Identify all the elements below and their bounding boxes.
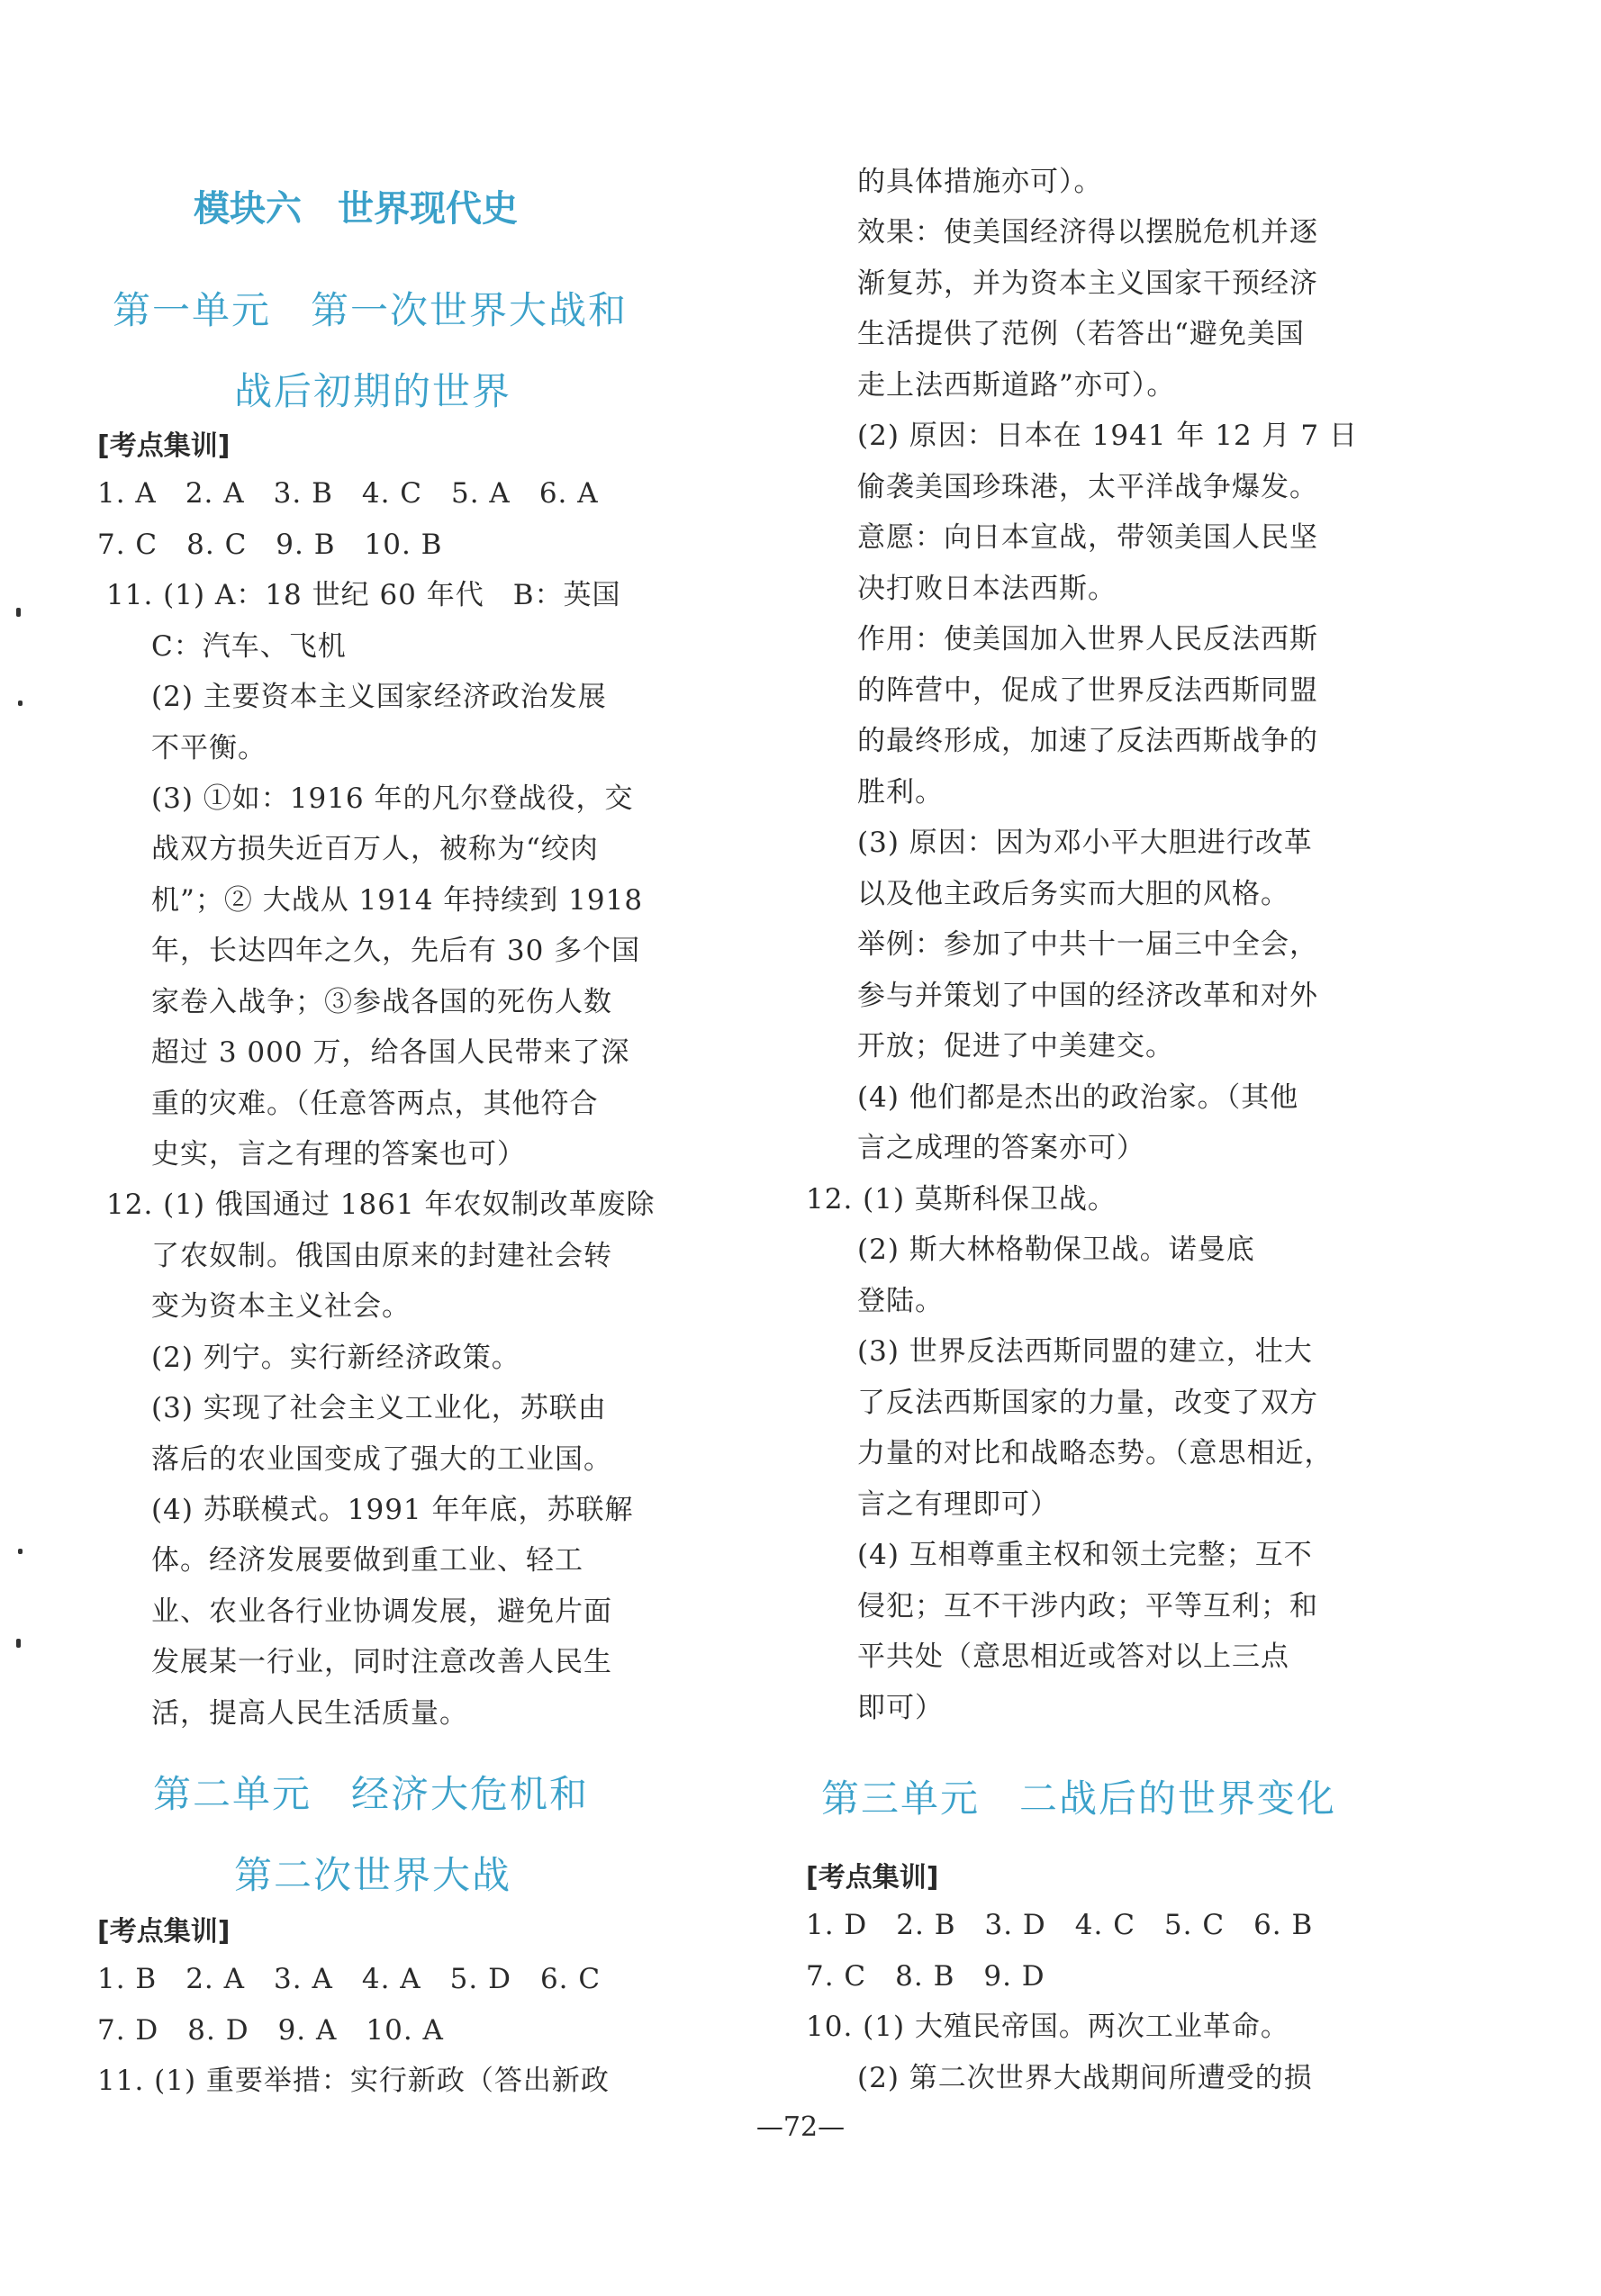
answer-line: 力量的对比和战略态势。（意思相近， <box>857 1437 1334 1469</box>
answer-line: (4) 苏联模式。1991 年年底，苏联解 <box>151 1494 634 1526</box>
answer-line: 参与并策划了中国的经济改革和对外 <box>857 980 1318 1012</box>
answer-line: 了农奴制。俄国由原来的封建社会转 <box>151 1240 612 1272</box>
answer-line: C：汽车、飞机 <box>151 630 347 663</box>
answer-line: 11. (1) 重要举措：实行新政（答出新政 <box>97 2065 610 2097</box>
answer-line: (2) 第二次世界大战期间所遭受的损 <box>857 2062 1313 2094</box>
answer-line: 的具体措施亦可）。 <box>857 166 1103 198</box>
answer-line: 的阵营中，促成了世界反法西斯同盟 <box>857 674 1318 707</box>
answer-line: 发展某一行业，同时注意改善人民生 <box>151 1646 612 1678</box>
answer-line: 登陆。 <box>857 1285 944 1317</box>
answer-line: 侵犯；互不干涉内政；平等互利；和 <box>857 1590 1318 1623</box>
answer-line: (2) 斯大林格勒保卫战。诺曼底 <box>857 1234 1255 1266</box>
answer-line: (2) 原因：日本在 1941 年 12 月 7 日 <box>857 420 1358 452</box>
answer-line: (4) 互相尊重主权和领土完整；互不 <box>857 1539 1313 1571</box>
answer-line: 生活提供了范例（若答出“避免美国 <box>857 318 1305 350</box>
answer-line: 举例：参加了中共十一届三中全会， <box>857 928 1318 961</box>
answer-line: (3) 实现了社会主义工业化，苏联由 <box>151 1392 607 1424</box>
unit2-title-line2: 第二次世界大战 <box>234 1853 512 1897</box>
answer-line: 7. C 8. C 9. B 10. B <box>97 529 443 561</box>
answer-line: (2) 主要资本主义国家经济政治发展 <box>151 681 607 713</box>
binding-mark <box>16 1639 21 1648</box>
answer-line: 机”；② 大战从 1914 年持续到 1918 <box>151 884 644 917</box>
answer-line: 变为资本主义社会。 <box>151 1290 411 1323</box>
answer-line: (3) ①如：1916 年的凡尔登战役，交 <box>151 782 634 815</box>
page-number: —72— <box>755 2111 846 2143</box>
answer-line: 走上法西斯道路”亦可）。 <box>857 369 1176 402</box>
answer-line: (3) 原因：因为邓小平大胆进行改革 <box>857 827 1313 859</box>
answer-line: 12. (1) 莫斯科保卫战。 <box>806 1183 1117 1216</box>
answer-line: 史实，言之有理的答案也可） <box>151 1138 526 1171</box>
answer-line: 的最终形成，加速了反法西斯战争的 <box>857 725 1318 757</box>
answer-line: 偷袭美国珍珠港，太平洋战争爆发。 <box>857 471 1318 503</box>
answer-line: 即可） <box>857 1692 944 1724</box>
answer-line: 以及他主政后务实而大胆的风格。 <box>857 878 1289 910</box>
unit2-title-line1: 第二单元 经济大危机和 <box>153 1772 590 1816</box>
answer-line: 年，长达四年之久，先后有 30 多个国 <box>151 935 641 967</box>
answer-line: 落后的农业国变成了强大的工业国。 <box>151 1443 612 1476</box>
binding-mark <box>18 1549 23 1554</box>
answer-line: 7. D 8. D 9. A 10. A <box>97 2014 444 2047</box>
answer-line: 1. D 2. B 3. D 4. C 5. C 6. B <box>806 1909 1314 1941</box>
binding-mark <box>18 701 23 706</box>
answer-line: 言之成理的答案亦可） <box>857 1132 1145 1164</box>
unit1-title-line2: 战后初期的世界 <box>234 369 512 413</box>
answer-line: 了反法西斯国家的力量，改变了双方 <box>857 1387 1318 1419</box>
answer-line: 战双方损失近百万人，被称为“绞肉 <box>151 833 599 865</box>
answer-line: 渐复苏，并为资本主义国家干预经济 <box>857 267 1318 300</box>
answer-line: 业、农业各行业协调发展，避免片面 <box>151 1595 612 1628</box>
unit1-section-label: [考点集训] <box>97 430 231 462</box>
answer-line: 言之有理即可） <box>857 1488 1059 1521</box>
answer-line: 决打败日本法西斯。 <box>857 573 1117 605</box>
answer-line: (3) 世界反法西斯同盟的建立，壮大 <box>857 1335 1313 1368</box>
answer-line: 活，提高人民生活质量。 <box>151 1697 468 1730</box>
answer-line: 意愿：向日本宣战，带领美国人民坚 <box>857 521 1318 554</box>
answer-line: (2) 列宁。实行新经济政策。 <box>151 1342 520 1374</box>
answer-line: 11. (1) A：18 世纪 60 年代 B：英国 <box>106 579 621 611</box>
unit2-section-label: [考点集训] <box>97 1916 231 1948</box>
unit3-title: 第三单元 二战后的世界变化 <box>821 1776 1337 1821</box>
answer-line: 不平衡。 <box>151 732 267 764</box>
answer-line: 10. (1) 大殖民帝国。两次工业革命。 <box>806 2011 1289 2043</box>
answer-line: 1. A 2. A 3. B 4. C 5. A 6. A <box>97 477 599 510</box>
answer-line: 开放；促进了中美建交。 <box>857 1030 1174 1062</box>
answer-line: 作用：使美国加入世界人民反法西斯 <box>857 623 1318 655</box>
answer-line: (4) 他们都是杰出的政治家。（其他 <box>857 1081 1299 1114</box>
module-title: 模块六 世界现代史 <box>194 188 518 230</box>
answer-line: 1. B 2. A 3. A 4. A 5. D 6. C <box>97 1963 602 1995</box>
binding-mark <box>16 608 21 617</box>
answer-line: 家卷入战争；③参战各国的死伤人数 <box>151 986 612 1018</box>
answer-line: 胜利。 <box>857 776 944 809</box>
answer-line: 平共处（意思相近或答对以上三点 <box>857 1641 1289 1673</box>
answer-line: 体。经济发展要做到重工业、轻工 <box>151 1544 583 1577</box>
answer-line: 超过 3 000 万，给各国人民带来了深 <box>151 1036 630 1069</box>
unit1-title-line1: 第一单元 第一次世界大战和 <box>113 288 629 332</box>
answer-line: 7. C 8. B 9. D <box>806 1960 1045 1993</box>
unit3-section-label: [考点集训] <box>806 1862 939 1894</box>
answer-line: 效果：使美国经济得以摆脱危机并逐 <box>857 216 1318 249</box>
answer-line: 重的灾难。（任意答两点，其他符合 <box>151 1088 599 1120</box>
answer-line: 12. (1) 俄国通过 1861 年农奴制改革废除 <box>106 1189 656 1221</box>
